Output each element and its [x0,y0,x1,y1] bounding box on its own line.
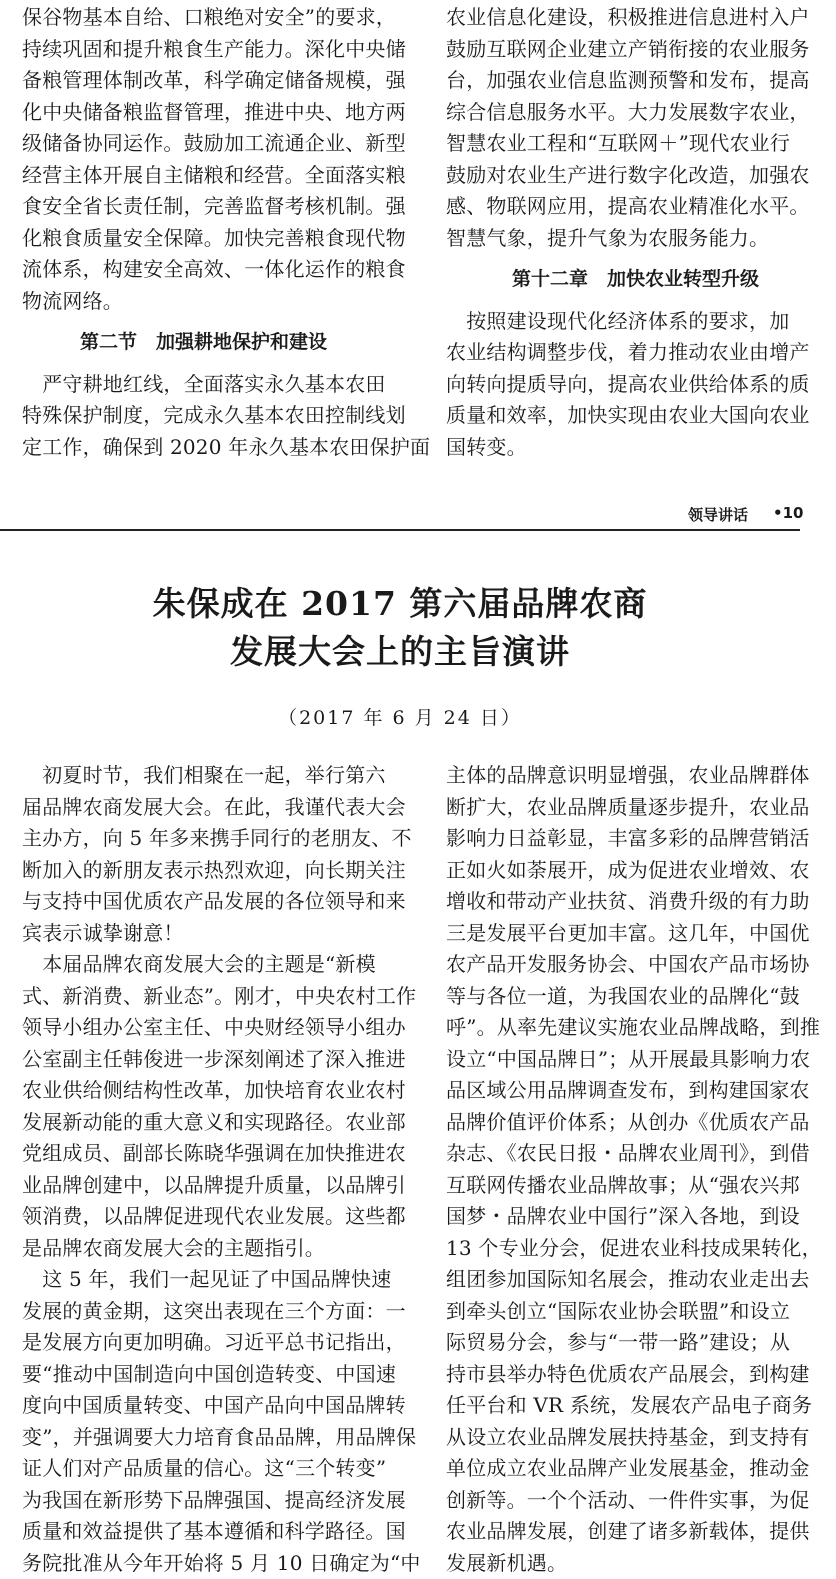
text-line: 化粮食质量安全保障。加快完善粮食现代物 [22,223,414,255]
text-line: 设立“中国品牌日”；从开展最具影响力农 [446,1044,836,1076]
article-title [0,580,800,676]
chapter-heading: 第十二章 加快农业转型升级 [446,264,836,296]
prev-article-left-column [22,2,414,463]
text-line: 断扩大，农业品牌质量逐步提升，农业品 [446,792,836,824]
text-line: 鼓励互联网企业建立产销衔接的农业服务 [446,34,836,66]
text-line: 感、物联网应用，提高农业精准化水平。 [446,191,836,223]
text-line: 公室副主任韩俊进一步深刻阐述了深入推进 [22,1044,414,1076]
text-line: 严守耕地红线，全面落实永久基本农田 [22,369,414,401]
prev-article-right-column [446,2,836,463]
text-line: 鼓励对农业生产进行数字化改造，加强农 [446,160,836,192]
text-line: 农业结构调整步伐，着力推动农业由增产 [446,337,836,369]
article-title-line-2: 发展大会上的主旨演讲 [0,628,800,676]
text-line: 品区域公用品牌调查发布，到构建国家农 [446,1075,836,1107]
text-line: 发展新动能的重大意义和实现路径。农业部 [22,1107,414,1139]
text-line: 13 个专业分会，促进农业科技成果转化， [446,1233,836,1265]
text-line: 流体系，构建安全高效、一体化运作的粮食 [22,254,414,286]
text-line: 向转向提质导向，提高农业供给体系的质 [446,369,836,401]
text-line: 特殊保护制度，完成永久基本农田控制线划 [22,400,414,432]
text-line: 互联网传播农业品牌故事；从“强农兴邦 [446,1170,836,1202]
text-line: 农产品开发服务协会、中国农产品市场协 [446,949,836,981]
text-line: 持市县举办特色优质农产品展会，到构建 [446,1359,836,1391]
running-header-section: 领导讲话 [688,504,748,525]
text-line: 式、新消费、新业态”。刚才，中央农村工作 [22,981,414,1013]
text-line: 级储备协同运作。鼓励加工流通企业、新型 [22,128,414,160]
article-title-line-1: 朱保成在 2017 第六届品牌农商 [0,580,800,628]
text-line: 发展的黄金期，这突出表现在三个方面：一 [22,1296,414,1328]
text-line: 杂志、《农民日报・品牌农业周刊》，到借 [446,1138,836,1170]
header-rule [0,529,800,531]
text-line: 与支持中国优质农产品发展的各位领导和来 [22,886,414,918]
text-line: 农业信息化建设，积极推进信息进村入户 [446,2,836,34]
text-line: 主办方，向 5 年多来携手同行的老朋友、不 [22,823,414,855]
text-line: 党组成员、副部长陈晓华强调在加快推进农 [22,1138,414,1170]
text-line: 领消费，以品牌促进现代农业发展。这些都 [22,1201,414,1233]
text-line: 断加入的新朋友表示热烈欢迎，向长期关注 [22,855,414,887]
running-header [0,500,800,528]
text-line: 农业品牌发展，创建了诸多新载体，提供 [446,1516,836,1548]
text-line: 呼”。从率先建议实施农业品牌战略，到推 [446,1012,836,1044]
text-line: 备粮管理体制改革，科学确定储备规模，强 [22,65,414,97]
text-line: 经营主体开展自主储粮和经营。全面落实粮 [22,160,414,192]
text-line: 增收和带动产业扶贫、消费升级的有力助 [446,886,836,918]
text-line: 国梦・品牌农业中国行”深入各地，到设 [446,1201,836,1233]
text-line: 食安全省长责任制，完善监督考核机制。强 [22,191,414,223]
text-line: 质量和效率，加快实现由农业大国向农业 [446,400,836,432]
text-line: 领导小组办公室主任、中央财经领导小组办 [22,1012,414,1044]
text-line: 组团参加国际知名展会，推动农业走出去 [446,1264,836,1296]
text-line: 宾表示诚挚谢意！ [22,918,414,950]
text-line: 初夏时节，我们相聚在一起，举行第六 [22,760,414,792]
text-line: 按照建设现代化经济体系的要求，加 [446,306,836,338]
section-heading: 第二节 加强耕地保护和建设 [22,327,414,359]
text-line: 变”，并强调要大力培育食品品牌，用品牌保 [22,1422,414,1454]
text-line: 智慧气象，提升气象为农服务能力。 [446,223,836,255]
text-line: 品牌价值评价体系；从创办《优质农产品 [446,1107,836,1139]
text-line: 业品牌创建中，以品牌提升质量，以品牌引 [22,1170,414,1202]
text-line: 持续巩固和提升粮食生产能力。深化中央储 [22,34,414,66]
article-date: （2017 年 6 月 24 日） [0,703,800,730]
text-line: 从设立农业品牌发展扶持基金，到支持有 [446,1422,836,1454]
text-line: 本届品牌农商发展大会的主题是“新模 [22,949,414,981]
article-right-column [446,760,836,1579]
text-line: 智慧农业工程和“互联网＋”现代农业行 [446,128,836,160]
text-line: 务院批准从今年开始将 5 月 10 日确定为“中 [22,1548,414,1579]
text-line: 三是发展平台更加丰富。这几年，中国优 [446,918,836,950]
text-line: 要“推动中国制造向中国创造转变、中国速 [22,1359,414,1391]
text-line: 物流网络。 [22,286,414,318]
page-number: •10 [773,504,803,522]
text-line: 这 5 年，我们一起见证了中国品牌快速 [22,1264,414,1296]
text-line: 是发展方向更加明确。习近平总书记指出， [22,1327,414,1359]
text-line: 届品牌农商发展大会。在此，我谨代表大会 [22,792,414,824]
text-line: 综合信息服务水平。大力发展数字农业， [446,97,836,129]
article-left-column [22,760,414,1579]
text-line: 农业供给侧结构性改革，加快培育农业农村 [22,1075,414,1107]
text-line: 正如火如荼展开，成为促进农业增效、农 [446,855,836,887]
text-line: 台，加强农业信息监测预警和发布，提高 [446,65,836,97]
text-line: 证人们对产品质量的信心。这“三个转变” [22,1453,414,1485]
text-line: 保谷物基本自给、口粮绝对安全”的要求， [22,2,414,34]
text-line: 任平台和 VR 系统，发展农产品电子商务 [446,1390,836,1422]
text-line: 国转变。 [446,432,836,464]
text-line: 发展新机遇。 [446,1548,836,1579]
text-line: 是品牌农商发展大会的主题指引。 [22,1233,414,1265]
text-line: 际贸易分会，参与“一带一路”建设；从 [446,1327,836,1359]
text-line: 为我国在新形势下品牌强国、提高经济发展 [22,1485,414,1517]
text-line: 等与各位一道，为我国农业的品牌化“鼓 [446,981,836,1013]
text-line: 度向中国质量转变、中国产品向中国品牌转 [22,1390,414,1422]
text-line: 主体的品牌意识明显增强，农业品牌群体 [446,760,836,792]
text-line: 定工作，确保到 2020 年永久基本农田保护面 [22,432,414,464]
text-line: 质量和效益提供了基本遵循和科学路径。国 [22,1516,414,1548]
text-line: 到牵头创立“国际农业协会联盟”和设立 [446,1296,836,1328]
text-line: 创新等。一个个活动、一件件实事，为促 [446,1485,836,1517]
text-line: 单位成立农业品牌产业发展基金，推动金 [446,1453,836,1485]
text-line: 化中央储备粮监督管理，推进中央、地方两 [22,97,414,129]
text-line: 影响力日益彰显，丰富多彩的品牌营销活 [446,823,836,855]
